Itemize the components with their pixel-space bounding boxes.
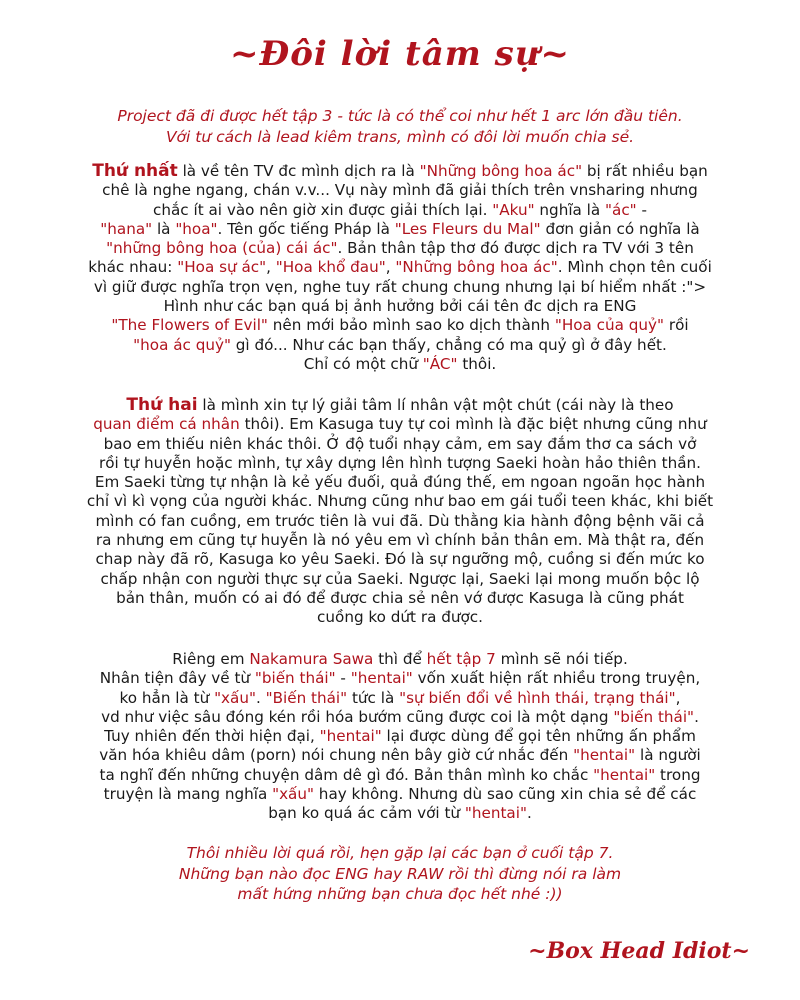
text-line <box>40 804 760 823</box>
text-span: ta nghĩ đến những chuyện dâm dê gì đó. Bản thân mình ko chắc <box>99 765 594 784</box>
text-line <box>40 415 760 434</box>
text-line <box>40 162 760 181</box>
text-span: bản thân, muốn có ai đó để được chia sẻ nên vớ được Kasuga là cũng phát <box>116 588 684 607</box>
text-span: , <box>266 258 276 277</box>
highlighted-term: "Những bông hoa ác" <box>395 258 558 277</box>
text-line <box>40 220 760 239</box>
highlighted-term: Nakamura Sawa <box>249 650 374 668</box>
text-span: Nhân tiện đây về từ <box>99 669 255 688</box>
text-line <box>40 689 760 708</box>
text-span: - <box>335 669 351 688</box>
text-line <box>40 512 760 531</box>
text-span: bị rất nhiều bạn <box>582 162 708 180</box>
text-span: thôi. <box>457 354 497 373</box>
highlighted-term: "Hoa sự ác" <box>177 258 267 277</box>
text-span: văn hóa khiêu dâm (porn) nói chung nên bây giờ cứ nhắc đến <box>99 746 574 765</box>
text-line <box>40 336 760 355</box>
text-span: ko hẳn là từ <box>119 688 215 707</box>
text-line <box>40 316 760 335</box>
text-span: , <box>675 688 681 707</box>
text-line <box>40 766 760 785</box>
text-line <box>40 608 760 627</box>
text-span: bao em thiếu niên khác thôi. Ở độ tuổi nhạy cảm, em say đắm thơ ca sách vở <box>103 434 697 453</box>
highlighted-term: "biến thái" <box>613 707 695 726</box>
section-lead: Thứ nhất <box>92 161 178 181</box>
text-span: nên mới bảo mình sao ko dịch thành <box>267 316 555 335</box>
intro-line: Project đã đi được hết tập 3 - tức là có thể coi như hết 1 arc lớn đầu tiên. <box>117 107 683 125</box>
highlighted-term: "Les Fleurs du Mal" <box>394 219 541 238</box>
closing-line: Những bạn nào đọc ENG hay RAW rồi thì đừng nói ra làm <box>178 864 622 883</box>
text-line <box>40 550 760 569</box>
highlighted-term: "những bông hoa (của) cái ác" <box>106 239 338 258</box>
text-span: mình sẽ nói tiếp. <box>495 650 628 668</box>
text-line <box>40 258 760 277</box>
text-span: , <box>385 258 396 277</box>
text-span: - <box>636 200 647 219</box>
closing-line: Thôi nhiều lời quá rồi, hẹn gặp lại các bạn ở cuối tập 7. <box>186 844 614 862</box>
text-span: chấp nhận con người thực sự của Saeki. Ngược lại, Saeki lại mong muốn bộc lộ <box>100 569 700 588</box>
highlighted-term: hết tập 7 <box>426 650 496 668</box>
highlighted-term: "hentai" <box>573 746 636 765</box>
text-line <box>40 278 760 297</box>
intro-line: Với tư cách là lead kiêm trans, mình có đôi lời muốn chia sẻ. <box>165 128 635 146</box>
highlighted-term: "hoa" <box>175 219 218 238</box>
text-span: vì giữ được nghĩa trọn vẹn, nghe tuy rất chung chung nhưng lại bí hiểm nhất :"> <box>93 277 707 296</box>
text-line <box>40 473 760 492</box>
text-line <box>40 589 760 608</box>
text-span: rồi tự huyễn hoặc mình, tự xây dựng lên hình tượng Saeki hoàn hảo thiên thần. <box>99 453 701 472</box>
highlighted-term: "hentai" <box>593 765 656 784</box>
text-line <box>40 708 760 727</box>
text-line <box>40 650 760 669</box>
text-line <box>40 727 760 746</box>
section-lead: Thứ hai <box>126 395 198 415</box>
text-span: lại được dùng để gọi tên những ấn phẩm <box>381 727 696 746</box>
intro-paragraph <box>40 106 760 148</box>
highlighted-term: "The Flowers of Evil" <box>111 316 268 335</box>
paragraph-third <box>40 650 760 824</box>
text-line <box>40 396 760 415</box>
text-line <box>40 355 760 374</box>
text-span: chê là nghe ngang, chán v.v... Vụ này mình đã giải thích trên vnsharing nhưng <box>102 181 698 200</box>
highlighted-term: "sự biến đổi về hình thái, trạng thái" <box>399 688 676 707</box>
text-span: trong <box>655 765 701 784</box>
text-line <box>40 297 760 316</box>
highlighted-term: "biến thái" <box>254 669 336 688</box>
text-span: gì đó... Như các bạn thấy, chẳng có ma quỷ gì ở đây hết. <box>230 335 667 354</box>
text-line <box>40 239 760 258</box>
text-line <box>40 492 760 511</box>
highlighted-term: "ác" <box>605 200 637 219</box>
text-span: hay không. Nhưng dù sao cũng xin chia sẻ để các <box>313 785 697 804</box>
text-span: mình có fan cuồng, em trước tiên là vui đã. Dù thằng kia hành động bệnh vãi cả <box>95 511 705 530</box>
text-span: chắc ít ai vào nên giờ xin được giải thích lại. <box>153 200 493 219</box>
highlighted-term: "hoa ác quỷ" <box>133 335 231 354</box>
highlighted-term: "hana" <box>100 219 153 238</box>
text-span: đơn giản có nghĩa là <box>540 219 700 238</box>
paragraph-second <box>40 396 760 628</box>
text-span: chỉ vì kì vọng của người khác. Nhưng cũng như bao em gái tuổi teen khác, khi biết <box>86 492 714 511</box>
text-span: nghĩa là <box>534 200 606 219</box>
text-span: . Tên gốc tiếng Pháp là <box>217 219 395 238</box>
highlighted-term: "hentai" <box>464 804 527 823</box>
highlighted-term: "Hoa của quỷ" <box>554 316 665 335</box>
highlighted-term: "xấu" <box>214 688 256 707</box>
highlighted-term: "hentai" <box>350 669 413 688</box>
text-span: . Bản thân tập thơ đó được dịch ra TV với 3 tên <box>337 239 694 258</box>
text-span: khác nhau: <box>88 258 178 277</box>
text-span: truyện là mang nghĩa <box>103 785 273 804</box>
text-span: là mình xin tự lý giải tâm lí nhân vật một chút (cái này là theo <box>197 396 674 414</box>
highlighted-term: "xấu" <box>272 785 314 804</box>
highlighted-term: "Hoa khổ đau" <box>275 258 386 277</box>
text-span: . <box>694 707 699 726</box>
highlighted-term: quan điểm cá nhân <box>93 415 240 434</box>
closing-line: mất hứng những bạn chưa đọc hết nhé :)) <box>237 885 563 903</box>
text-span: . <box>255 688 266 707</box>
highlighted-term: "Aku" <box>492 200 535 219</box>
text-span: cuồng ko dứt ra được. <box>317 608 483 627</box>
text-line <box>40 181 760 200</box>
text-span: Em Saeki từng tự nhận là kẻ yếu đuối, quả đúng thế, em ngoan ngoãn học hành <box>94 473 706 492</box>
text-span: là <box>152 219 176 238</box>
text-span: là về tên TV đc mình dịch ra là <box>177 162 420 180</box>
text-span: chap này đã rõ, Kasuga ko yêu Saeki. Đó là sự ngưỡng mộ, cuồng si đến mức ko <box>95 550 705 569</box>
text-line <box>40 746 760 765</box>
text-line <box>40 531 760 550</box>
signature: ~Box Head Idiot~ <box>528 938 750 964</box>
text-span: Chỉ có một chữ <box>303 354 423 373</box>
highlighted-term: "Biến thái" <box>265 688 348 707</box>
text-line <box>40 570 760 589</box>
text-span: Hình như các bạn quá bị ảnh hưởng bởi cái tên đc dịch ra ENG <box>163 297 637 316</box>
text-span: là người <box>635 746 701 765</box>
paragraph-first <box>40 162 760 374</box>
text-line <box>40 201 760 220</box>
highlighted-term: "hentai" <box>319 727 382 746</box>
text-line <box>40 435 760 454</box>
text-line <box>40 669 760 688</box>
text-span: bạn ko quá ác cảm với từ <box>268 804 465 823</box>
highlighted-term: "Những bông hoa ác" <box>419 162 583 180</box>
text-span: rồi <box>664 316 689 335</box>
highlighted-term: "ÁC" <box>422 354 458 373</box>
text-span: . Mình chọn tên cuối <box>557 258 712 277</box>
text-span: thì để <box>373 650 427 668</box>
text-span: vd như việc sâu đóng kén rồi hóa bướm cũng được coi là một dạng <box>101 707 614 726</box>
text-span: ra nhưng em cũng tự huyễn là nó yêu em vì chính bản thân em. Mà thật ra, đến <box>95 531 705 550</box>
text-span: vốn xuất hiện rất nhiều trong truyện, <box>412 669 701 688</box>
text-span: . <box>526 804 532 823</box>
text-span: thôi). Em Kasuga tuy tự coi mình là đặc biệt nhưng cũng như <box>239 415 707 434</box>
text-span: tức là <box>347 688 400 707</box>
page-title: ~Đôi lời tâm sự~ <box>230 34 570 74</box>
closing-paragraph <box>40 843 760 905</box>
text-span: Riêng em <box>172 650 250 668</box>
text-line <box>40 785 760 804</box>
text-span: Tuy nhiên đến thời hiện đại, <box>104 727 320 746</box>
text-line <box>40 454 760 473</box>
